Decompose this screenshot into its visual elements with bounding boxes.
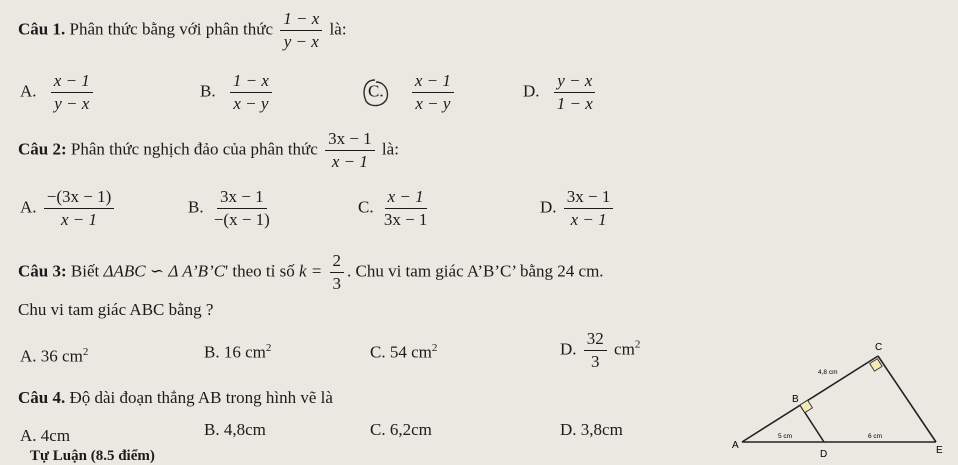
option-value: 3,8cm [580,420,623,439]
option-label: A. [20,81,37,101]
fraction-denominator: y − x [283,31,319,51]
q2-option-a[interactable] [20,188,117,229]
q1-option-a[interactable] [20,72,96,113]
question-4-head: Câu 4. [18,388,66,407]
option-label: C. [358,197,374,217]
option-label: B. [204,342,220,362]
fraction-numerator: y − x [554,72,595,93]
segment-ac [742,356,878,442]
fraction-denominator: x − y [233,93,269,113]
option-value: cm [609,339,635,359]
option-label: A. [20,426,37,445]
fraction-denominator: x − 1 [570,209,607,229]
q1-option-d[interactable] [523,72,599,113]
segment-ce [878,356,936,442]
fraction-numerator: x − 1 [385,188,427,209]
fraction-numerator: 1 − x [230,72,272,93]
q3-option-d[interactable] [560,330,640,371]
question-1-tail: là: [329,19,347,39]
question-3-text-2: ' theo tỉ số [225,261,295,281]
section-heading: Tự Luận (8.5 điểm) [30,448,155,464]
option-label: B. [200,81,216,101]
fraction-denominator: x − 1 [61,209,98,229]
fraction-denominator: 1 − x [556,93,593,113]
option-label: D. [523,81,540,101]
question-2-text: Phân thức nghịch đảo của phân thức [70,139,318,159]
option-value: 16 cm [223,342,266,362]
geometry-figure [728,338,954,462]
fraction-denominator: 3 [332,273,341,293]
question-1-text: Phân thức bằng với phân thức [69,19,274,39]
point-label-d: D [820,449,828,460]
option-label: D. [560,420,577,439]
option-label: C. [368,81,384,101]
option-fraction [554,72,596,113]
question-3 [18,252,604,293]
question-1 [18,10,347,51]
length-label-bc: 4,8 cm [818,369,838,376]
option-value: 6,2cm [389,420,432,439]
question-2 [18,130,399,171]
fraction-denominator: 3x − 1 [383,209,428,229]
option-label: B. [188,197,204,217]
option-label: A. [20,197,37,217]
fraction-numerator: −(3x − 1) [44,188,115,209]
question-2-tail: là: [381,139,399,159]
point-label-a: A [732,440,739,451]
option-value: 4,8cm [223,420,266,439]
option-fraction [51,72,93,113]
option-label: B. [204,420,220,439]
q2-option-b[interactable] [188,188,276,229]
option-superscript: 2 [82,346,89,358]
point-label-e: E [936,445,943,456]
fraction-numerator: x − 1 [412,72,454,93]
fraction-numerator: 3x − 1 [325,130,375,151]
q2-option-c[interactable] [358,188,433,229]
fraction-denominator: 3 [591,351,600,371]
ratio-fraction [330,252,345,293]
option-fraction [211,188,273,229]
question-3-text-3: . Chu vi tam giác A’B’C’ bằng 24 cm. [347,261,604,281]
q2-option-d[interactable] [540,188,616,229]
fraction-numerator: x − 1 [51,72,93,93]
option-fraction [412,72,454,113]
ratio-variable: k = [298,261,323,281]
option-fraction [584,330,607,371]
question-3-text-1: Biết [70,261,100,281]
point-label-b: B [792,394,799,405]
option-fraction [230,72,272,113]
question-3-line-2: Chu vi tam giác ABC bằng ? [18,300,214,319]
option-superscript: 2 [265,342,272,354]
point-label-c: C [875,342,883,353]
fraction-numerator: 3x − 1 [217,188,267,209]
question-4 [18,388,333,408]
option-fraction [44,188,115,229]
question-2-fraction [325,130,375,171]
option-value: 36 cm [40,346,83,366]
handwritten-circle-mark [358,76,392,110]
length-label-de: 6 cm [868,433,883,440]
option-label: A. [20,346,37,366]
option-label: C. [370,420,386,439]
fraction-denominator: −(x − 1) [213,209,270,229]
q3-option-c[interactable] [370,342,437,363]
fraction-numerator: 2 [330,252,345,273]
option-value: 4cm [40,426,71,445]
option-label: C. [370,342,386,362]
question-4-text: Độ dài đoạn thẳng AB trong hình vẽ là [69,388,333,407]
option-value: 54 cm [389,342,432,362]
q1-option-b[interactable] [200,72,275,113]
question-1-fraction [280,10,322,51]
option-fraction [381,188,431,229]
fraction-denominator: y − x [54,93,90,113]
fraction-numerator: 32 [584,330,607,351]
fraction-numerator: 3x − 1 [564,188,614,209]
q4-option-b[interactable] [204,420,266,440]
option-label: D. [560,339,577,359]
option-label: D. [540,197,557,217]
length-label-ad: 5 cm [778,433,793,440]
q3-option-b[interactable] [204,342,271,363]
triangle-similarity: ΔABC ∽ Δ A’B’C [103,261,226,281]
question-2-head: Câu 2: [18,139,67,159]
option-superscript: 2 [431,342,438,354]
q4-option-c[interactable] [370,420,432,440]
q4-option-d[interactable] [560,420,623,440]
right-angle-mark-b [800,400,812,412]
option-fraction [564,188,614,229]
question-1-head: Câu 1. [18,19,66,39]
q3-option-a[interactable] [20,346,88,367]
fraction-numerator: 1 − x [280,10,322,31]
fraction-denominator: x − 1 [331,151,368,171]
q4-option-a[interactable] [20,426,70,446]
fraction-denominator: x − y [415,93,451,113]
option-superscript: 2 [634,338,641,351]
question-3-head: Câu 3: [18,261,67,281]
